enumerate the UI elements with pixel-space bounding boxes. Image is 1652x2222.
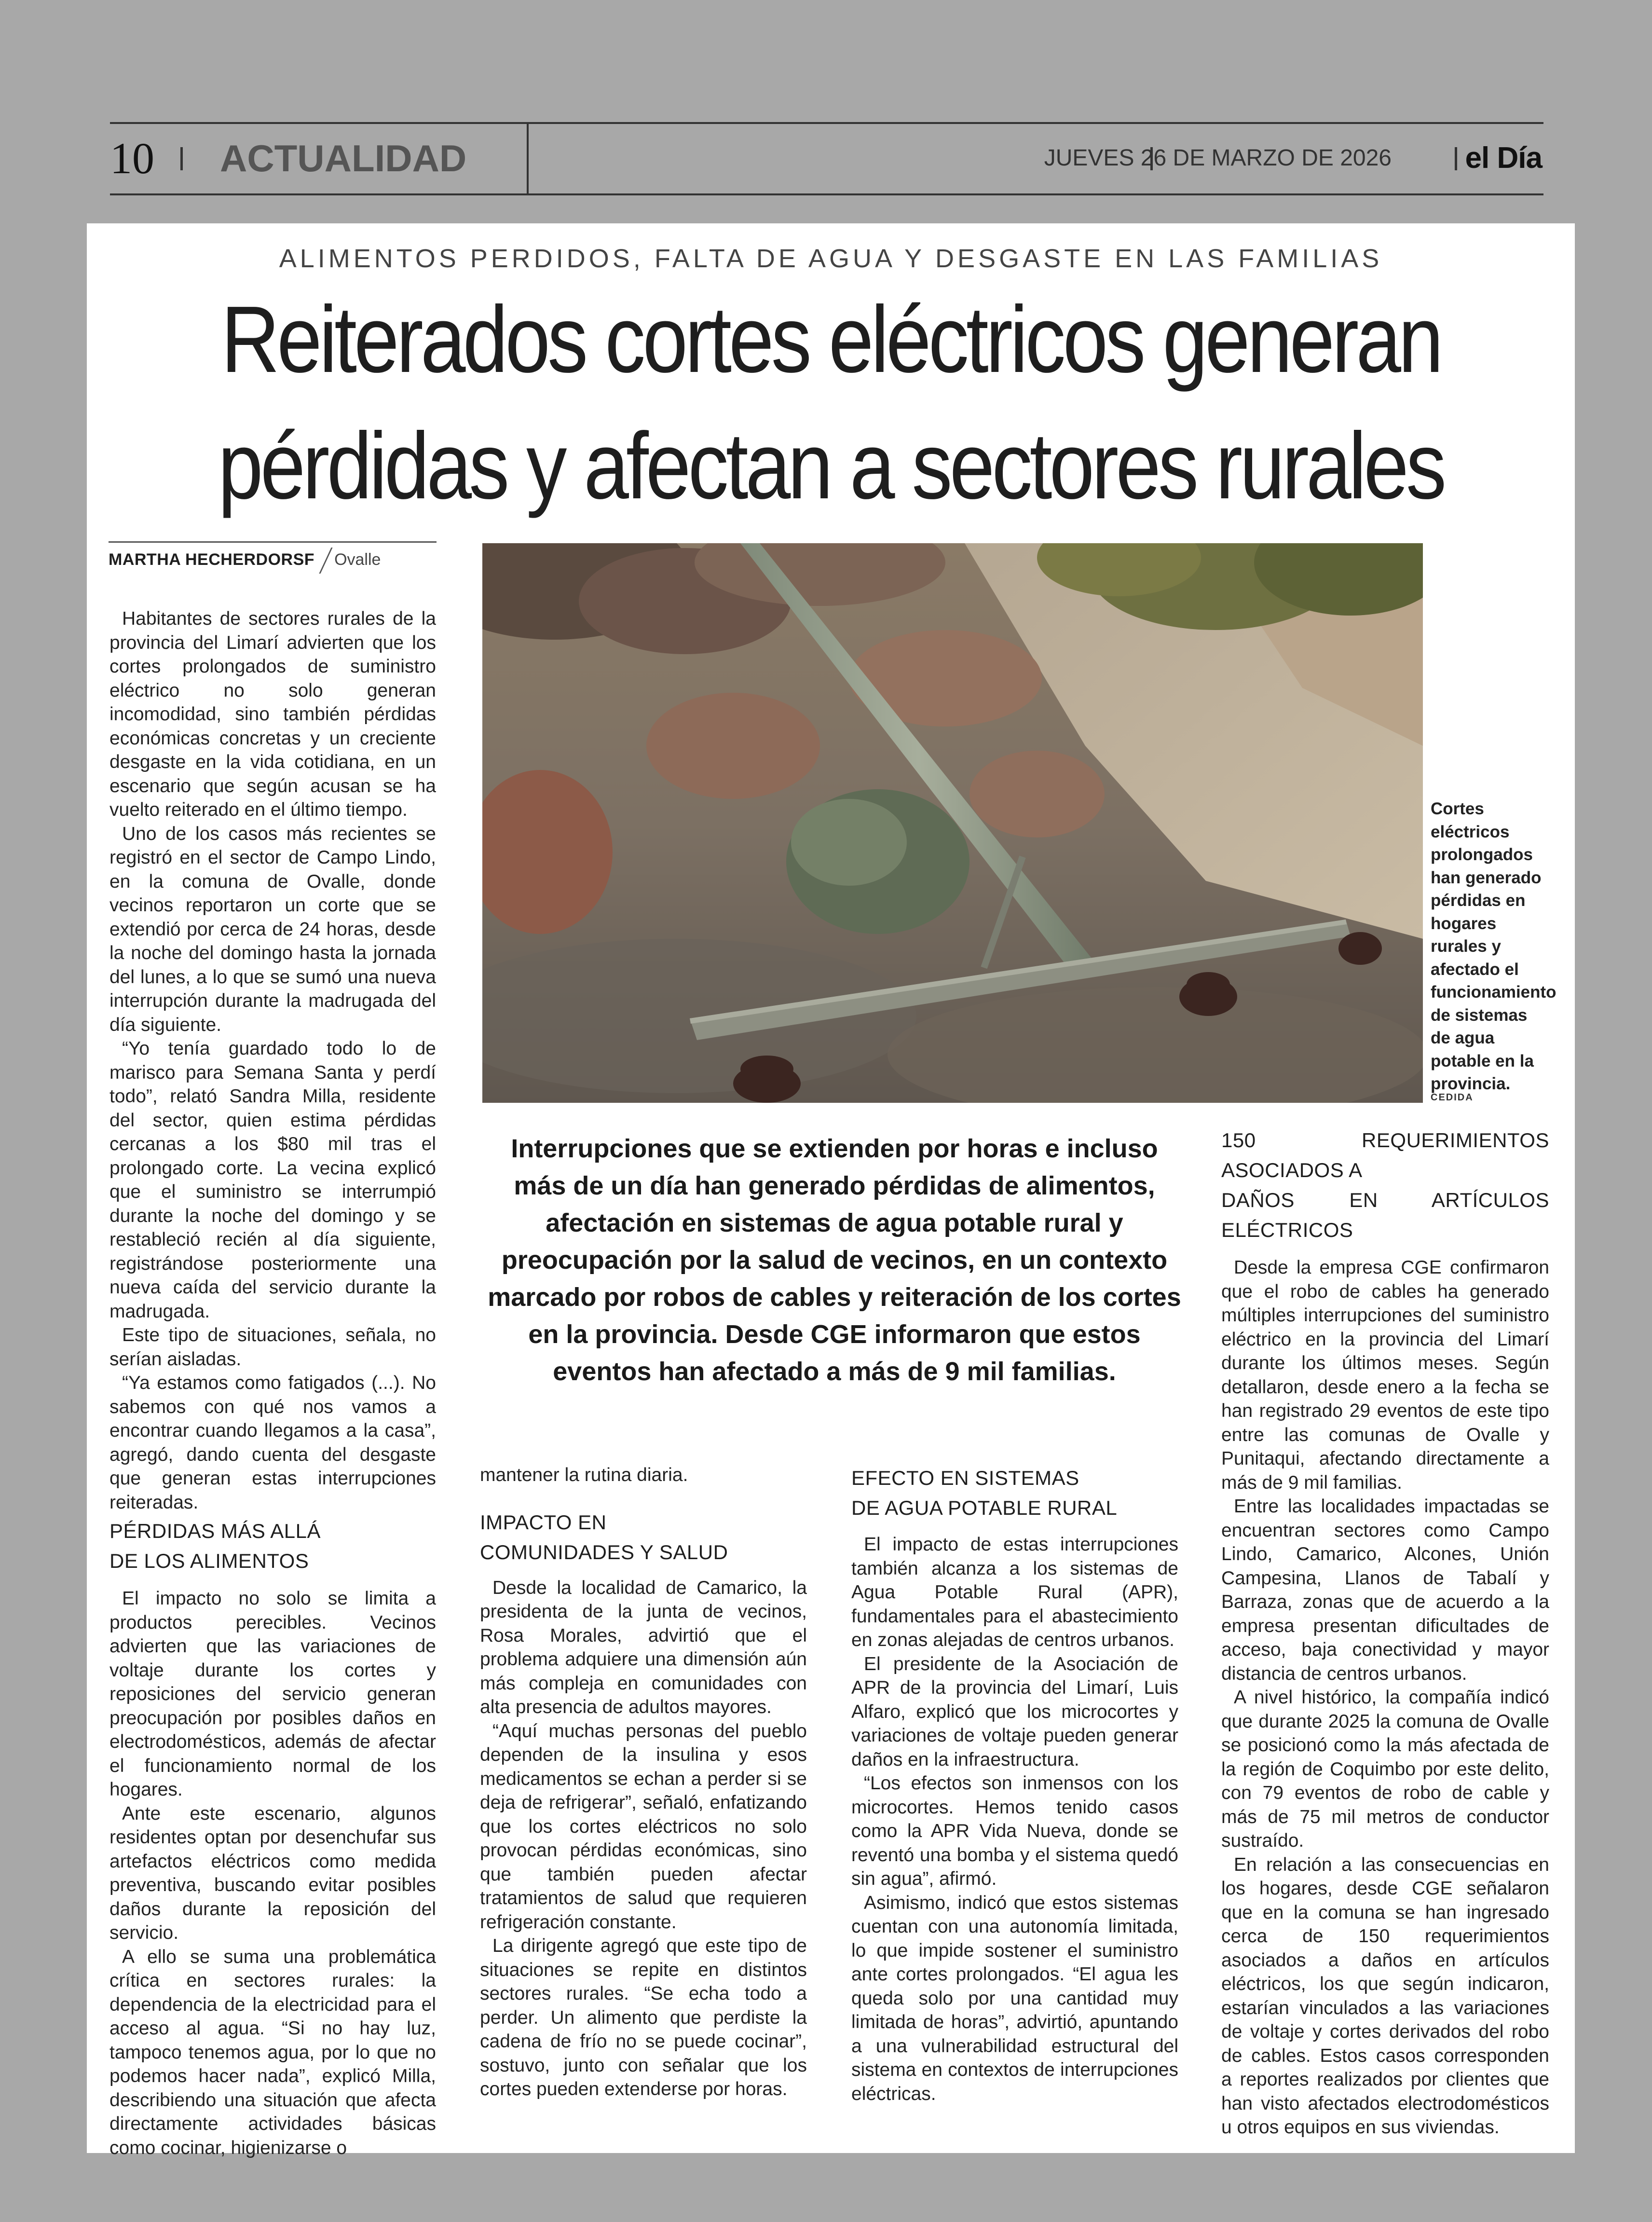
paragraph: Habitantes de sectores rurales de la provincia del Limarí advierten que los cortes prolongados de suministro eléctrico no solo generan incomodidad, sino también pérdidas económicas concretas y un creciente desgaste en la vida cotidiana, en un escenario que según acusan se ha vuelto reiterado en el último tiempo. <box>109 608 436 820</box>
article-column-1-b <box>109 1516 436 2160</box>
newspaper-logo: el Día <box>1465 141 1542 175</box>
subheading-line: IMPACTO EN <box>480 1510 607 1534</box>
article-photo <box>482 543 1423 1103</box>
headline-line: pérdidas y afectan a sectores rurales <box>218 413 1444 519</box>
paragraph: Desde la localidad de Camarico, la presidenta de la junta de vecinos, Rosa Morales, advirtió que el problema adquiere una dimensión aún más compleja en comunidades con alta presencia de adultos mayores. <box>480 1577 807 1717</box>
issue-date: JUEVES 26 DE MARZO DE 2026 <box>1044 145 1392 171</box>
author-name: MARTHA HECHERDORSF <box>109 550 315 569</box>
byline-rule <box>109 541 437 543</box>
subheading <box>1221 1125 1549 1245</box>
photo-caption: Cortes eléctricos prolongados han generado pérdidas en hogares rurales y afectado el funcionamiento de sistemas de agua potable en la provincia. <box>1431 799 1556 1093</box>
paragraph: A ello se suma una problemática crítica en sectores rurales: la dependencia de la electricidad para el acceso al agua. “Si no hay luz, tampoco tenemos agua, por lo que no podemos hacer nada”, explicó Milla, describiendo una situación que afecta directamente actividades básicas como cocinar, higienizarse o <box>109 1946 436 2158</box>
article-column-1 <box>109 607 436 1514</box>
article-lead: Interrupciones que se extienden por horas e incluso más de un día han generado pérdidas de alimentos, afectación en sistemas de agua potable rural y preocupación por la salud de vecinos, en un contexto marcado por robos de cables y reiteración de los cortes en la provincia. Desde CGE informaron que estos eventos han afectado a más de 9 mil familias. <box>488 1134 1181 1386</box>
subheading-line: PÉRDIDAS MÁS ALLÁ <box>109 1520 321 1542</box>
byline <box>109 548 381 574</box>
paragraph: El impacto no solo se limita a productos perecibles. Vecinos advierten que las variaciones de voltaje durante los cortes y reposiciones del servicio generan preocupación por posibles daños en electrodomésticos, además de afectar el funcionamiento normal de los hogares. <box>109 1588 436 1800</box>
subheading-line: DE LOS ALIMENTOS <box>109 1550 309 1572</box>
paragraph: “Ya estamos como fatigados (...). No sabemos con qué nos vamos a encontrar cuando llegamos a la casa”, agregó, dando cuenta del desgaste que generan estas interrupciones reiteradas. <box>109 1372 436 1513</box>
paragraph: “Los efectos son inmensos con los microcortes. Hemos tenido casos como la APR Vida Nueva, donde se reventó una bomba y el sistema quedó sin agua”, afirmó. <box>851 1773 1178 1889</box>
paragraph: Uno de los casos más recientes se registró en el sector de Campo Lindo, en la comuna de Ovalle, donde vecinos reportaron un corte que se extendió por cerca de 24 horas, desde la noche del domingo hasta la jornada del lunes, a lo que se sumó una nueva interrupción durante la madrugada del día siguiente. <box>109 823 436 1035</box>
author-location: Ovalle <box>334 550 381 569</box>
paragraph: A nivel histórico, la compañía indicó que durante 2025 la comuna de Ovalle se posicionó como la más afectada de la región de Coquimbo por este delito, con 79 eventos de robo de cable y más de 75 mil metros de conductor sustraído. <box>1221 1687 1549 1851</box>
article-kicker: ALIMENTOS PERDIDOS, FALTA DE AGUA Y DESGASTE EN LAS FAMILIAS <box>279 244 1383 273</box>
subheading <box>480 1508 807 1567</box>
subheading <box>851 1463 1178 1523</box>
paragraph: “Aquí muchas personas del pueblo dependen de la insulina y esos medicamentos se echan a perder si se deja de refrigerar”, señaló, enfatizando que los cortes eléctricos no solo provocan pérdidas económicas, sino que también pueden afectar tratamientos de salud que requieren refrigeración constante. <box>480 1720 807 1933</box>
masthead-divider <box>527 123 529 194</box>
paragraph: El presidente de la Asociación de APR de la provincia del Limarí, Luis Alfaro, explicó que los microcortes y variaciones de voltaje pueden generar daños en la infraestructura. <box>851 1653 1178 1770</box>
paragraph: Este tipo de situaciones, señala, no serían aisladas. <box>109 1325 436 1370</box>
masthead-bottom-rule <box>110 193 1543 195</box>
paragraph: Ante este escenario, algunos residentes optan por desenchufar sus artefactos eléctricos como medida preventiva, buscando evitar posibles daños durante la reposición del servicio. <box>109 1803 436 1943</box>
subheading-line: EFECTO EN SISTEMAS <box>851 1467 1079 1489</box>
byline-slash <box>319 548 332 574</box>
article-column-3 <box>851 1463 1178 2106</box>
section-name: ACTUALIDAD <box>220 137 467 179</box>
subheading-line: DAÑOS EN ARTÍCULOS ELÉCTRICOS <box>1221 1189 1549 1241</box>
paragraph: La dirigente agregó que este tipo de situaciones se repite en distintos sectores rurales. “Se echa todo a perder. Un alimento que perdiste la cadena de frío no se puede cocinar”, sostuvo, junto con señalar que los cortes pueden extenderse por horas. <box>480 1935 807 2099</box>
article-column-4 <box>1221 1125 1549 2140</box>
paragraph: mantener la rutina diaria. <box>480 1465 688 1485</box>
fallen-pole-photo <box>482 543 1423 1103</box>
headline-line: Reiterados cortes eléctricos generan <box>221 287 1441 392</box>
divider <box>1455 147 1457 170</box>
article-page <box>87 223 1575 2158</box>
page-number: 10 <box>110 134 154 183</box>
masthead-top-rule <box>110 122 1543 124</box>
subheading-line: COMUNIDADES Y SALUD <box>480 1540 728 1564</box>
article-column-2 <box>480 1463 807 2101</box>
paragraph: Desde la empresa CGE confirmaron que el robo de cables ha generado múltiples interrupciones del suministro eléctrico en la provincia del Limarí durante los últimos meses. Según detallaron, desde enero a la fecha se han registrado 29 eventos de este tipo entre las comunas de Ovalle y Punitaqui, afectando directamente a más de 9 mil familias. <box>1221 1257 1549 1493</box>
paragraph: El impacto de estas interrupciones también alcanza a los sistemas de Agua Potable Rural (APR), fundamentales para el abastecimiento en zonas alejadas de centros urbanos. <box>851 1534 1178 1650</box>
photo-credit: CEDIDA <box>1431 1092 1474 1103</box>
paragraph: “Yo tenía guardado todo lo de marisco para Semana Santa y perdí todo”, relató Sandra Milla, residente del sector, quien estima pérdidas cercanas a los $80 mil tras el prolongado corte. La vecina explicó que el suministro se interrumpió durante la noche del domingo y se restableció recién al día siguiente, registrándose posteriormente una nueva caída del servicio durante la madrugada. <box>109 1038 436 1322</box>
paragraph: En relación a las consecuencias en los hogares, desde CGE señalaron que en la comuna se han ingresado cerca de 150 requerimientos asociados a daños en artículos eléctricos, los que según indicaron, estarían vinculados a las variaciones de voltaje y cortes derivados del robo de cables. Estos casos corresponden a reportes realizados por clientes que han visto afectados electrodomésticos u otros equipos en sus viviendas. <box>1221 1854 1549 2138</box>
subheading-line: 150 REQUERIMIENTOS ASOCIADOS A <box>1221 1129 1549 1181</box>
article-headline <box>191 276 1471 529</box>
divider <box>180 147 183 170</box>
subheading-line: DE AGUA POTABLE RURAL <box>851 1496 1118 1519</box>
paragraph: Entre las localidades impactadas se encuentran sectores como Campo Lindo, Camarico, Alcones, Unión Campesina, Llanos de Tabalí y Barraza, zonas que de acuerdo a la empresa presentan dificultades de acceso, baja conectividad y mayor distancia de centros urbanos. <box>1221 1496 1549 1684</box>
subheading <box>109 1516 436 1576</box>
paragraph: Asimismo, indicó que estos sistemas cuentan con una autonomía limitada, lo que impide sostener el suministro ante cortes prolongados. “El agua les queda solo por una cantidad muy limitada de horas”, advirtió, apuntando a una vulnerabilidad estructural del sistema en contextos de interrupciones eléctricas. <box>851 1892 1178 2104</box>
